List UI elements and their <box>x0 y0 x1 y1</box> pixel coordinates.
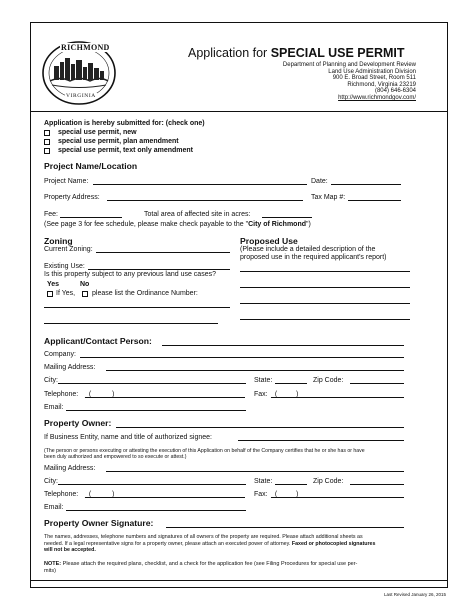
proposed-use-field-1[interactable] <box>240 271 410 272</box>
applicant-mailing-label: Mailing Address: <box>44 364 96 371</box>
applicant-state-field[interactable] <box>275 383 307 384</box>
owner-email-field[interactable] <box>66 510 246 511</box>
applicant-fax-mid: ) <box>296 391 299 398</box>
proposed-use-desc-1: (Please include a detailed description of the <box>240 246 376 253</box>
applicant-telephone-label: Telephone: <box>44 391 79 398</box>
applicant-state-label: State: <box>254 377 273 384</box>
applicant-mailing-field[interactable] <box>106 370 404 371</box>
tax-map-field[interactable] <box>348 200 401 201</box>
owner-fax-label: Fax: <box>254 491 268 498</box>
header-divider <box>30 111 448 112</box>
property-address-field[interactable] <box>107 200 303 201</box>
owner-fax-field[interactable] <box>271 497 404 498</box>
date-label: Date: <box>311 178 328 185</box>
applicant-email-label: Email: <box>44 404 64 411</box>
title-prefix: Application for <box>188 46 271 60</box>
owner-authorization-note <box>44 448 365 461</box>
tax-map-label: Tax Map #: <box>311 194 346 201</box>
existing-use-label: Existing Use: <box>44 263 85 270</box>
date-field[interactable] <box>331 184 401 185</box>
signature-note-line-3: will not be accepted. <box>44 547 96 554</box>
owner-mailing-label: Mailing Address: <box>44 465 96 472</box>
address-line: Richmond, Virginia 23219 <box>347 81 416 88</box>
note-divider <box>30 580 448 581</box>
address-line: 900 E. Broad Street, Room 511 <box>332 75 416 82</box>
project-heading: Project Name/Location <box>44 161 138 171</box>
website-link[interactable]: http://www.richmondgov.com/ <box>338 94 416 101</box>
authorization-note-line: been duly authorized and empowered to so execute or attest.) <box>44 454 187 461</box>
fee-note-prefix: (See page 3 for fee schedule, please make check payable to the " <box>44 221 249 228</box>
note-label: NOTE: <box>44 561 62 567</box>
yes-label: Yes <box>47 281 60 288</box>
proposed-use-field-4[interactable] <box>240 319 410 320</box>
option-plan-amendment-label: special use permit, plan amendment <box>58 138 179 145</box>
checkbox-plan-amendment[interactable] <box>44 139 50 145</box>
applicant-email-field[interactable] <box>66 410 246 411</box>
owner-fax-prefix: _( <box>271 491 278 498</box>
existing-use-field[interactable] <box>88 269 230 270</box>
signature-note-line-2 <box>44 541 375 548</box>
applicant-city-label: City: <box>44 377 58 384</box>
owner-state-label: State: <box>254 478 273 485</box>
last-revised: Last Revised January 26, 2015 <box>383 592 446 597</box>
applicant-fax-prefix: _( <box>271 391 278 398</box>
owner-city-field[interactable] <box>58 484 246 485</box>
owner-telephone-mid: ) <box>112 491 115 498</box>
owner-city-label: City: <box>44 478 58 485</box>
ordinance-label: please list the Ordinance Number: <box>92 290 198 297</box>
application-type-heading: Application is hereby submitted for: (check one) <box>44 120 205 127</box>
signee-label: If Business Entity, name and title of authorized signee: <box>44 434 212 441</box>
applicant-zip-label: Zip Code: <box>313 377 344 384</box>
fee-label: Fee: <box>44 211 59 218</box>
no-label: No <box>80 281 90 288</box>
logo-bottom-text: VIRGINIA <box>66 93 96 99</box>
note-text-cont: mits) <box>44 568 56 574</box>
owner-email-label: Email: <box>44 504 64 511</box>
fee-note <box>44 221 311 229</box>
signature-note-normal: needed. If a legal representative signs for a property owner, please attach an executed power of attorney. <box>44 540 291 547</box>
ordinance-field-2[interactable] <box>44 323 218 324</box>
checkbox-no[interactable] <box>82 291 88 297</box>
checkbox-yes[interactable] <box>47 291 53 297</box>
proposed-use-heading: Proposed Use <box>240 236 298 246</box>
owner-telephone-field[interactable] <box>85 497 245 498</box>
applicant-heading: Applicant/Contact Person: <box>44 336 152 346</box>
fee-note-payee: City of Richmond <box>248 221 307 228</box>
address-line: Land Use Administration Division <box>328 68 416 75</box>
current-zoning-label: Current Zoning: <box>44 246 93 253</box>
checkbox-text-amendment[interactable] <box>44 148 50 154</box>
fee-field[interactable] <box>60 217 122 218</box>
applicant-telephone-field[interactable] <box>85 397 245 398</box>
title-main: SPECIAL USE PERMIT <box>270 46 405 60</box>
page-title <box>188 46 405 60</box>
project-name-field[interactable] <box>93 184 307 185</box>
applicant-zip-field[interactable] <box>350 383 404 384</box>
logo-top-text: RICHMOND <box>61 43 110 52</box>
proposed-use-field-3[interactable] <box>240 303 410 304</box>
zoning-heading: Zoning <box>44 236 73 246</box>
signature-note-bold: Faxed or photocopied signatures <box>291 540 376 547</box>
city-logo <box>40 40 118 106</box>
signature-field[interactable] <box>166 527 404 528</box>
signee-field[interactable] <box>238 440 404 441</box>
form-border <box>30 22 448 588</box>
filing-note <box>44 561 357 575</box>
checkbox-new[interactable] <box>44 130 50 136</box>
ordinance-field-1[interactable] <box>44 307 230 308</box>
department-address <box>220 62 416 102</box>
owner-zip-label: Zip Code: <box>313 478 344 485</box>
owner-mailing-field[interactable] <box>106 471 404 472</box>
applicant-city-field[interactable] <box>58 383 246 384</box>
owner-state-field[interactable] <box>275 484 307 485</box>
owner-telephone-label: Telephone: <box>44 491 79 498</box>
applicant-telephone-mid: ) <box>112 391 115 398</box>
current-zoning-field[interactable] <box>96 252 230 253</box>
project-name-label: Project Name: <box>44 178 89 185</box>
fee-note-suffix: ") <box>306 221 311 228</box>
option-text-amendment-label: special use permit, text only amendment <box>58 147 193 154</box>
owner-fax-mid: ) <box>296 491 299 498</box>
signature-heading: Property Owner Signature: <box>44 518 154 528</box>
total-area-label: Total area of affected site in acres: <box>144 211 251 218</box>
proposed-use-desc-2: proposed use in the required applicant's report) <box>240 254 387 261</box>
applicant-telephone-prefix: _( <box>85 391 92 398</box>
if-yes-label: If Yes, <box>56 290 76 297</box>
property-owner-field[interactable] <box>116 427 404 428</box>
note-text: Please attach the required plans, checklist, and a check for the application fee (see Filing Procedures for special use per- <box>61 561 358 567</box>
company-field[interactable] <box>80 357 404 358</box>
proposed-use-field-2[interactable] <box>240 287 410 288</box>
property-owner-heading: Property Owner: <box>44 418 112 428</box>
signature-note <box>44 534 375 554</box>
total-area-field[interactable] <box>262 217 312 218</box>
previous-cases-question: Is this property subject to any previous land use cases? <box>44 271 216 278</box>
applicant-fax-field[interactable] <box>271 397 404 398</box>
property-address-label: Property Address: <box>44 194 100 201</box>
address-line: Department of Planning and Development Review <box>282 62 416 68</box>
applicant-fax-label: Fax: <box>254 391 268 398</box>
authorization-note-line: (The person or persons executing or attesting the execution of this Application on behalf of the Company certifies that he or she has or have <box>44 448 365 454</box>
owner-telephone-prefix: _( <box>85 491 92 498</box>
applicant-name-field[interactable] <box>162 345 404 346</box>
option-new-label: special use permit, new <box>58 129 137 136</box>
signature-note-line-1: The names, addresses, telephone numbers and signatures of all owners of the property are required. Please attach additional sheets as <box>44 534 363 540</box>
address-line: (804) 646-6304 <box>374 88 416 95</box>
company-label: Company: <box>44 351 76 358</box>
owner-zip-field[interactable] <box>350 484 404 485</box>
